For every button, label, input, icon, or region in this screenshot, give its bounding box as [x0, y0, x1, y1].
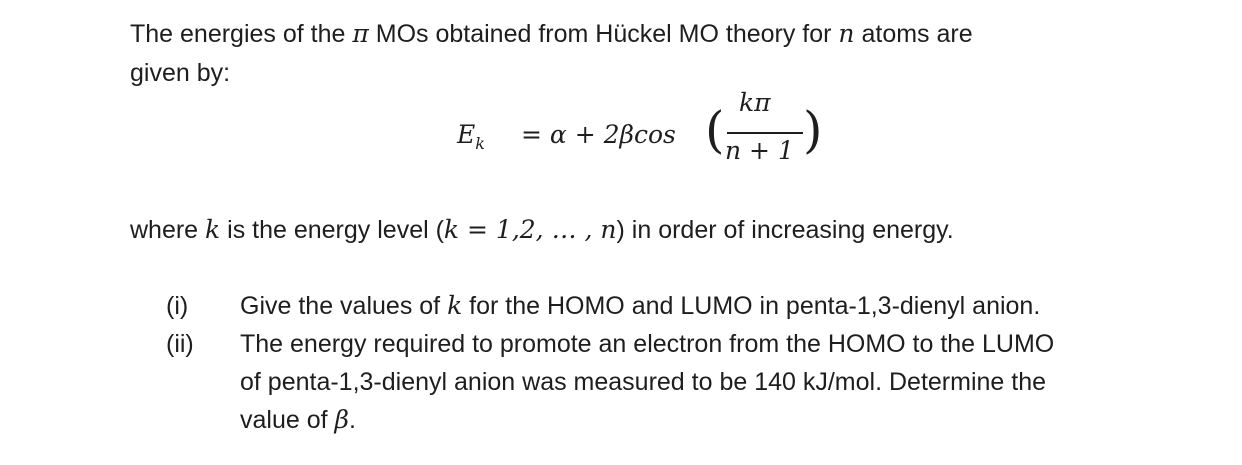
energy-symbol: E	[457, 120, 476, 149]
huckel-energy-equation	[457, 86, 837, 176]
question-label-i: (i)	[166, 292, 189, 320]
question-label-ii: (ii)	[166, 330, 194, 358]
question-ii-line-2: of penta-1,3-dienyl anion was measured to be 140 kJ/mol. Determine the	[240, 368, 1047, 396]
question-text-i	[240, 291, 1040, 321]
where-sentence	[130, 215, 954, 245]
beta-symbol: β	[334, 405, 349, 434]
equation-rhs: = α + 2βcos	[521, 120, 676, 149]
where-text-part-1: where	[130, 216, 206, 244]
intro-paragraph-line-1	[130, 19, 973, 49]
question-ii-line-3	[240, 405, 356, 435]
equation-lhs	[457, 120, 485, 153]
intro-text-part-3: atoms are	[854, 20, 973, 48]
left-parenthesis: (	[705, 101, 725, 159]
right-parenthesis: )	[803, 101, 823, 159]
intro-text-part-2: MOs obtained from Hückel MO theory for	[368, 20, 839, 48]
where-text-part-2: is the energy level (	[220, 216, 444, 244]
energy-subscript: k	[475, 134, 485, 153]
intro-text-part-1: The energies of the	[130, 20, 353, 48]
fraction-denominator: n + 1	[725, 136, 794, 165]
k-variable: k	[205, 215, 221, 244]
k-variable: k	[447, 291, 463, 320]
pi-symbol: π	[352, 19, 369, 48]
n-variable: n	[838, 19, 855, 48]
where-text-part-3: ) in order of increasing energy.	[616, 216, 954, 244]
question-ii-line-1: The energy required to promote an electron from the HOMO to the LUMO	[240, 330, 1055, 358]
k-range-expression: k = 1,2, … , n	[443, 215, 617, 244]
question-ii-part-1: value of	[240, 406, 335, 434]
question-i-part-1: Give the values of	[240, 292, 448, 320]
fraction-numerator: kπ	[739, 88, 771, 117]
question-i-part-2: for the HOMO and LUMO in penta-1,3-dienyl anion.	[462, 292, 1041, 320]
fraction-bar	[727, 132, 803, 134]
question-ii-part-2: .	[348, 406, 356, 434]
intro-paragraph-line-2: given by:	[130, 59, 231, 87]
